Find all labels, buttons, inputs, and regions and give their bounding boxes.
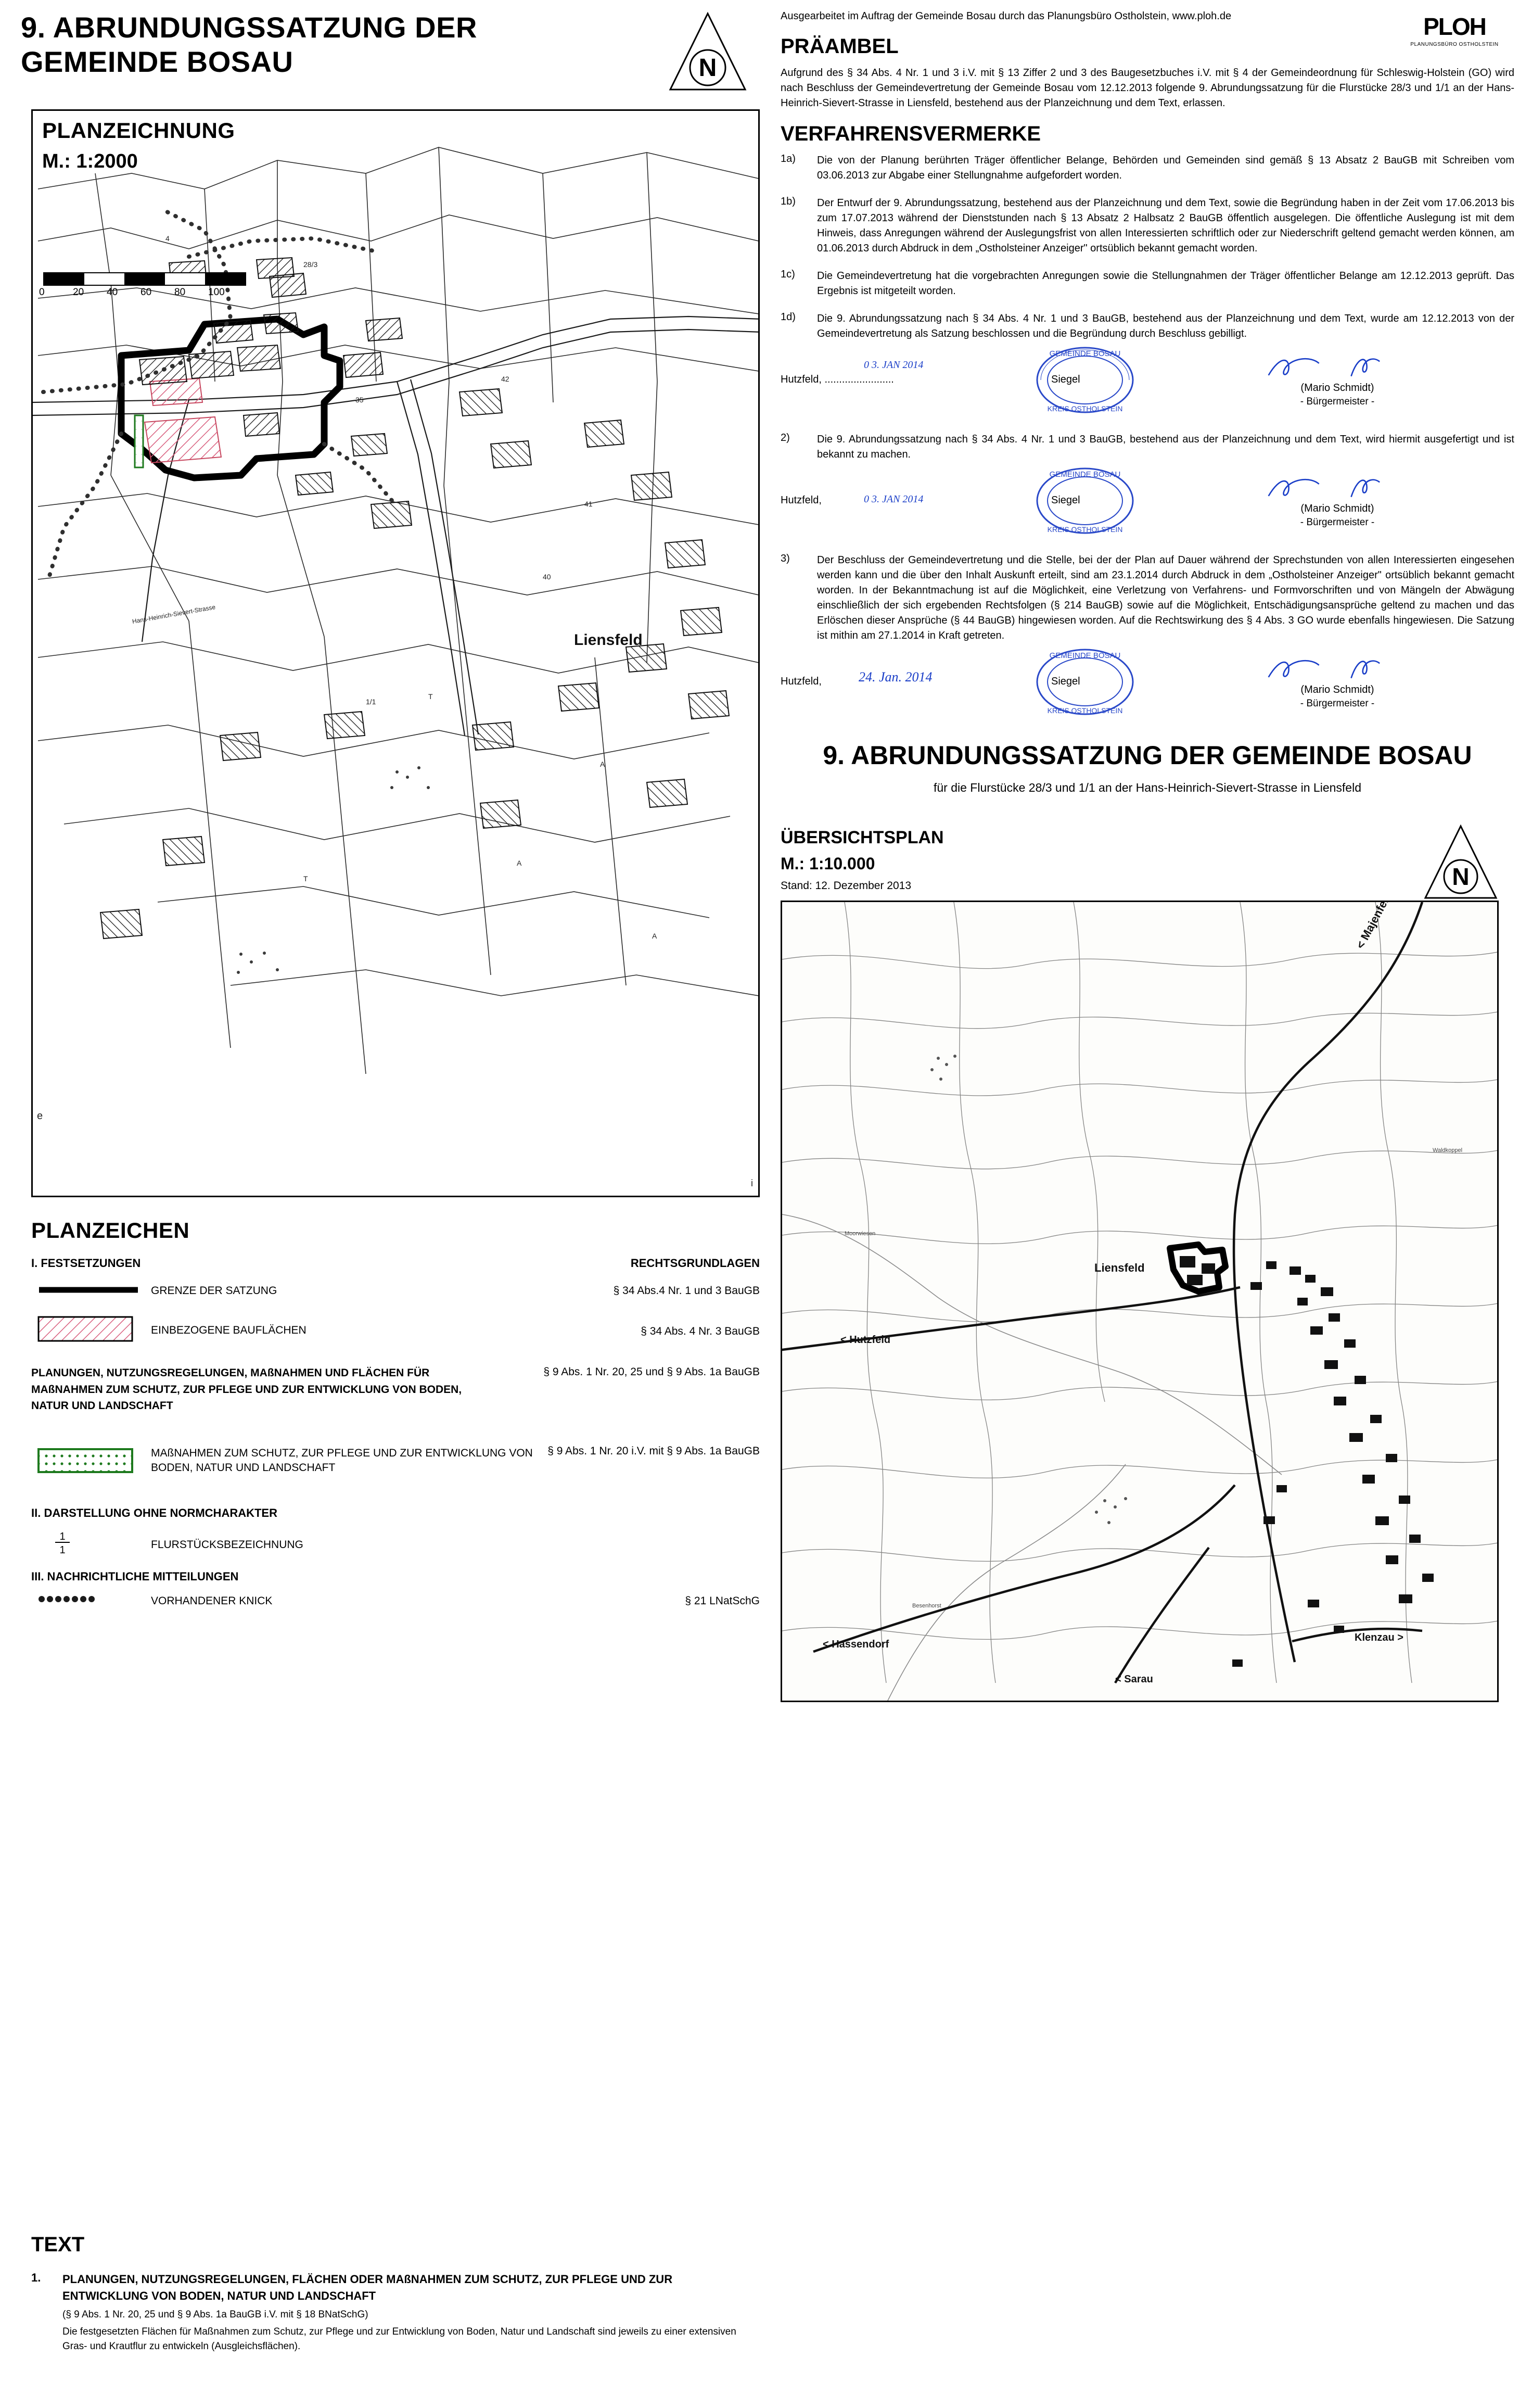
signature-block-3: [781, 651, 1514, 718]
signature-name-block-3: [1249, 671, 1426, 709]
svg-text:35: 35: [355, 396, 364, 404]
scale-bar: [39, 272, 246, 298]
text-item-title: PLANUNGEN, NUTZUNGSREGELUNGEN, FLÄCHEN ODER MAßNAHMEN ZUM SCHUTZ, ZUR PFLEGE UND ZUR ENTWICKLUNG VON BODEN, NATUR UND LANDSCHAFT: [62, 2273, 673, 2302]
legend-block-massnahmen: [31, 1365, 760, 1438]
map-edge-marker-i: i: [751, 1178, 753, 1188]
verfahren-body-2: Die 9. Abrundungssatzung nach § 34 Abs. 4 Nr. 1 und 3 BauGB, bestehend aus der Planzeichnung und dem Text, wird hiermit ausgefertigt und ist bekannt zu machen.: [817, 434, 1514, 460]
sig-place-text-3: Hutzfeld,: [781, 676, 822, 687]
svg-text:4: 4: [165, 234, 170, 243]
legend-label-bauflaechen: EINBEZOGENE BAUFLÄCHEN: [151, 1324, 307, 1336]
page-title: 9. ABRUNDUNGSSATZUNG DER GEMEINDE BOSAU: [21, 11, 477, 79]
logo-text: PLOH: [1423, 13, 1486, 40]
mayor-role-3: - Bürgermeister -: [1300, 698, 1375, 709]
green-measure-symbol-icon: [36, 1446, 141, 1475]
verfahren-label-1a: 1a): [781, 153, 796, 164]
scale-tick-20: 20: [73, 287, 84, 298]
scale-bar-labels: [39, 287, 246, 298]
legend-label-boundary: GRENZE DER SATZUNG: [151, 1285, 277, 1297]
sig-place-text-2: Hutzfeld,: [781, 495, 822, 506]
svg-text:KREIS OSTHOLSTEIN: KREIS OSTHOLSTEIN: [1047, 525, 1123, 534]
svg-text:A: A: [600, 760, 605, 768]
legend-heading: PLANZEICHEN: [31, 1218, 190, 1243]
sig-dots-1: ........................: [824, 374, 894, 385]
text-section: [31, 2233, 760, 2353]
map-label-street: Hans-Heinrich-Sievert-Strasse: [132, 603, 216, 625]
overview-label-hutzfeld: < Hutzfeld: [840, 1334, 891, 1346]
legend-planzeichen: [31, 1218, 760, 1626]
verfahren-body-1b: Der Entwurf der 9. Abrundungssatzung, bestehend aus der Planzeichnung und dem Text, sowie die Begründung haben in der Zeit vom 17.06.2013 bis zum 17.07.2013 während der Dienststunden nach § 13 Absatz 2 Halbsatz 2 BauGB öffentlich ausgelegen. Die öffentliche Auslegung ist mit dem Hinweis, dass Anregungen während der Auslegungsfrist von allen Interessierten schriftlich oder zur Niederschrift geltend gemacht werden können, am 01.06.2013 durch Abdruck in dem „Ostholsteiner Anzeiger" ortsüblich bekannt gemacht worden.: [817, 197, 1514, 254]
svg-text:GEMEINDE BOSAU: GEMEINDE BOSAU: [1049, 349, 1121, 358]
mayor-name-3: (Mario Schmidt): [1300, 684, 1374, 695]
verfahren-label-2: 2): [781, 432, 790, 443]
mayor-name-1: (Mario Schmidt): [1300, 382, 1374, 394]
overview-map-svg: [782, 902, 1499, 1702]
siegel-label-3: Siegel: [1051, 676, 1080, 687]
map-edge-marker-e: e: [37, 1110, 43, 1122]
svg-text:A: A: [517, 859, 522, 867]
legend-label-knick: VORHANDENER KNICK: [151, 1595, 273, 1607]
legend-row-green-measures: [31, 1443, 760, 1493]
verfahrensvermerke-heading: VERFAHRENSVERMERKE: [781, 122, 1041, 145]
text-item-body: Die festgesetzten Flächen für Maßnahmen zum Schutz, zur Pflege und zur Entwicklung von Boden, Natur und Landschaft sind jeweils zu einer extensiven Gras- und Krautflur zu entwickeln (Ausgleichsflächen).: [62, 2326, 736, 2352]
verfahren-body-1a: Die von der Planung berührten Träger öffentlicher Belange, Behörden und Gemeinden sind gemäß § 13 Absatz 2 BauGB mit Schreiben vom 03.06.2013 zur Abgabe einer Stellungnahme aufgefordert worden.: [817, 155, 1514, 181]
legend-row-knick: [31, 1592, 760, 1621]
mayor-name-2: (Mario Schmidt): [1300, 503, 1374, 514]
svg-text:1: 1: [59, 1544, 66, 1556]
legend-law-boundary: § 34 Abs.4 Nr. 1 und 3 BauGB: [613, 1285, 760, 1297]
hatched-area-symbol-icon: [36, 1314, 141, 1344]
svg-text:N: N: [1452, 863, 1470, 890]
north-arrow-icon: [666, 10, 749, 94]
document-title: 9. ABRUNDUNGSSATZUNG DER GEMEINDE BOSAU: [823, 741, 1472, 770]
signature-place-3: [781, 676, 822, 688]
overview-date: Stand: 12. Dezember 2013: [781, 879, 911, 892]
siegel-label-2: Siegel: [1051, 495, 1080, 506]
signature-name-block-1: [1249, 370, 1426, 408]
verfahren-item-1d: [781, 311, 1514, 341]
logo-subtext: PLANUNGSBÜRO OSTHOLSTEIN: [1410, 42, 1499, 47]
svg-text:GEMEINDE BOSAU: GEMEINDE BOSAU: [1049, 470, 1121, 479]
legend-block-title: PLANUNGEN, NUTZUNGSREGELUNGEN, MAßNAHMEN UND FLÄCHEN FÜR MAßNAHMEN ZUM SCHUTZ, ZUR PFLEGE UND ZUR ENTWICKLUNG VON BODEN, NATUR UND LANDSCHAFT: [31, 1367, 462, 1412]
legend-section-2: II. DARSTELLUNG OHNE NORMCHARAKTER: [31, 1506, 277, 1519]
document-subtitle: für die Flurstücke 28/3 und 1/1 an der Hans-Heinrich-Sievert-Strasse in Liensfeld: [933, 780, 1361, 794]
flurstueck-symbol-icon: [36, 1528, 141, 1556]
praeambel-body: Aufgrund des § 34 Abs. 4 Nr. 1 und 3 i.V. mit § 13 Ziffer 2 und 3 des Baugesetzbuches i.V. mit § 4 der Gemeindeordnung für Schleswig-Holstein (GO) wird nach Beschluss der Gemeindevertretung der Gemeinde Bosau vom 12.12.2013 folgende 9. Abrundungssatzung für die Flurstücke 28/3 und 1/1 an der Hans-Heinrich-Sievert-Strasse in Liensfeld, bestehend aus der Planzeichnung und dem Text, erlassen.: [781, 67, 1514, 109]
mayor-role-2: - Bürgermeister -: [1300, 517, 1375, 528]
verfahren-item-1a: [781, 153, 1514, 183]
legend-section-1: I. FESTSETZUNGEN: [31, 1257, 141, 1270]
legend-law-green-measures: § 9 Abs. 1 Nr. 20 i.V. mit § 9 Abs. 1a BauGB: [547, 1445, 760, 1457]
text-heading: TEXT: [31, 2233, 85, 2256]
verfahren-label-1c: 1c): [781, 269, 795, 280]
legend-block-law: § 9 Abs. 1 Nr. 20, 25 und § 9 Abs. 1a BauGB: [543, 1366, 760, 1378]
overview-label-sarau: < Sarau: [1115, 1673, 1153, 1685]
svg-text:28/3: 28/3: [303, 260, 318, 269]
legend-row-boundary: [31, 1279, 760, 1309]
boundary-symbol-icon: [36, 1279, 141, 1300]
legend-law-bauflaechen: § 34 Abs. 4 Nr. 3 BauGB: [641, 1325, 760, 1337]
svg-text:T: T: [303, 875, 308, 883]
verfahren-body-1d: Die 9. Abrundungssatzung nach § 34 Abs. 4 Nr. 1 und 3 BauGB, bestehend aus der Planzeichnung und dem Text, wurde am 12.12.2013 von der Gemeindevertretung als Satzung beschlossen und die Begründung durch Beschluss gebilligt.: [817, 313, 1514, 339]
overview-scale: M.: 1:10.000: [781, 854, 875, 873]
svg-text:N: N: [698, 54, 717, 82]
signature-block-1: [781, 349, 1514, 416]
signature-block-2: [781, 470, 1514, 537]
svg-text:KREIS OSTHOLSTEIN: KREIS OSTHOLSTEIN: [1047, 706, 1123, 715]
plan-scale: M.: 1:2000: [42, 150, 138, 172]
overview-north-arrow-icon: [1422, 823, 1500, 902]
svg-text:40: 40: [543, 573, 551, 581]
mayor-role-1: - Bürgermeister -: [1300, 396, 1375, 407]
official-stamp-2: [1020, 459, 1150, 545]
author-note: Ausgearbeitet im Auftrag der Gemeinde Bosau durch das Planungsbüro Ostholstein, www.ploh.de: [781, 10, 1232, 22]
praeambel-heading: PRÄAMBEL: [781, 35, 899, 58]
verfahren-body-1c: Die Gemeindevertretung hat die vorgebrachten Anregungen sowie die Stellungnahmen der Träger öffentlicher Belange am 12.12.2013 geprüft. Das Ergebnis ist mitgeteilt worden.: [817, 270, 1514, 297]
verfahren-item-1b: [781, 196, 1514, 256]
legend-section-3: III. NACHRICHTLICHE MITTEILUNGEN: [31, 1570, 239, 1583]
verfahren-label-1d: 1d): [781, 311, 796, 323]
svg-text:42: 42: [501, 375, 509, 383]
legend-rechtsgrundlagen-header: RECHTSGRUNDLAGEN: [630, 1257, 760, 1270]
svg-text:1: 1: [59, 1531, 66, 1542]
text-item-1: [31, 2271, 760, 2353]
svg-text:41: 41: [584, 500, 593, 508]
verfahren-item-1c: [781, 269, 1514, 299]
scale-tick-80: 80: [174, 287, 186, 298]
text-item-number: 1.: [31, 2271, 41, 2284]
overview-label-klenzau: Klenzau >: [1355, 1631, 1403, 1643]
svg-text:KREIS OSTHOLSTEIN: KREIS OSTHOLSTEIN: [1047, 404, 1123, 413]
overview-label-hassendorf: < Hassendorf: [823, 1638, 889, 1650]
legend-label-flurstueck: FLURSTÜCKSBEZEICHNUNG: [151, 1539, 303, 1551]
sig-place-text-1: Hutzfeld,: [781, 374, 822, 385]
svg-text:T: T: [428, 692, 433, 701]
overview-map: [781, 901, 1499, 1702]
scale-tick-40: 40: [107, 287, 118, 298]
overview-label-liensfeld: Liensfeld: [1094, 1261, 1145, 1274]
siegel-label-1: Siegel: [1051, 374, 1080, 385]
svg-text:A: A: [652, 932, 657, 940]
svg-text:GEMEINDE BOSAU: GEMEINDE BOSAU: [1049, 651, 1121, 660]
svg-text:Moorwiesen: Moorwiesen: [845, 1230, 876, 1237]
verfahren-item-3: [781, 553, 1514, 643]
signature-date-3: 24. Jan. 2014: [859, 669, 933, 685]
planzeichnung-map: [31, 109, 760, 1197]
legend-row-flurstueck: [31, 1528, 760, 1561]
verfahren-label-3: 3): [781, 553, 790, 564]
scale-tick-100: 100: [208, 287, 225, 298]
right-column: [781, 9, 1514, 1702]
signature-date-2: 0 3. JAN 2014: [864, 493, 924, 505]
signature-place-2: [781, 495, 822, 506]
handwritten-signature-3: [1259, 654, 1415, 684]
svg-text:1/1: 1/1: [366, 698, 376, 706]
official-stamp-1: [1020, 338, 1150, 424]
planning-office-logo: [1395, 12, 1514, 47]
plan-header: [42, 118, 235, 173]
verfahren-item-2: [781, 432, 1514, 462]
map-label-liensfeld: Liensfeld: [574, 631, 643, 649]
verfahren-body-3: Der Beschluss der Gemeindevertretung und die Stelle, bei der der Plan auf Dauer während der Sprechstunden von allen Interessierten eingesehen werden kann und die über den Inhalt Auskunft erteilt, sind am 23.1.2014 durch Abdruck in dem „Ostholsteiner Anzeiger" ortsüblich bekannt gemacht worden. In der Bekanntmachung ist auf die Möglichkeit, eine Verletzung von Verfahrens- und Formvorschriften und von Mängeln der Abwägung einschließlich der sich ergebenden Rechtsfolgen (§ 214 BauGB) sowie auf die Möglichkeit, Entschädigungsansprüche geltend zu machen und das Erlöschen dieser Ansprüche (§ 44 BauGB) hingewiesen worden. Auf die Rechtswirkung des § 4 Abs. 3 GO wurde ebenfalls hingewiesen. Die Satzung ist mithin am 27.1.2014 in Kraft getreten.: [817, 554, 1514, 641]
handwritten-signature-1: [1259, 352, 1415, 382]
text-item-law: (§ 9 Abs. 1 Nr. 20, 25 und § 9 Abs. 1a BauGB i.V. mit § 18 BNatSchG): [62, 2309, 368, 2320]
uebersichtsplan-section: [781, 828, 1514, 1702]
plan-heading: PLANZEICHNUNG: [42, 118, 235, 143]
scale-tick-0: 0: [39, 287, 45, 298]
svg-text:Waldkoppel: Waldkoppel: [1433, 1147, 1463, 1154]
official-stamp-3: [1020, 640, 1150, 726]
legend-row-bauflaechen: [31, 1314, 760, 1351]
overview-heading: ÜBERSICHTSPLAN: [781, 827, 944, 847]
signature-date-1: 0 3. JAN 2014: [864, 359, 924, 371]
signature-place-1: [781, 374, 894, 386]
verfahren-label-1b: 1b): [781, 196, 796, 207]
legend-label-green-measures: MAßNAHMEN ZUM SCHUTZ, ZUR PFLEGE UND ZUR ENTWICKLUNG VON BODEN, NATUR UND LANDSCHAFT: [151, 1447, 533, 1474]
svg-text:Besenhorst: Besenhorst: [912, 1602, 941, 1609]
scale-bar-graphic: [43, 272, 246, 286]
signature-name-block-2: [1249, 490, 1426, 528]
scale-tick-60: 60: [141, 287, 152, 298]
handwritten-signature-2: [1259, 473, 1415, 503]
legend-law-knick: § 21 LNatSchG: [685, 1595, 760, 1607]
knick-symbol-icon: [36, 1592, 141, 1613]
left-column: [21, 10, 765, 2400]
